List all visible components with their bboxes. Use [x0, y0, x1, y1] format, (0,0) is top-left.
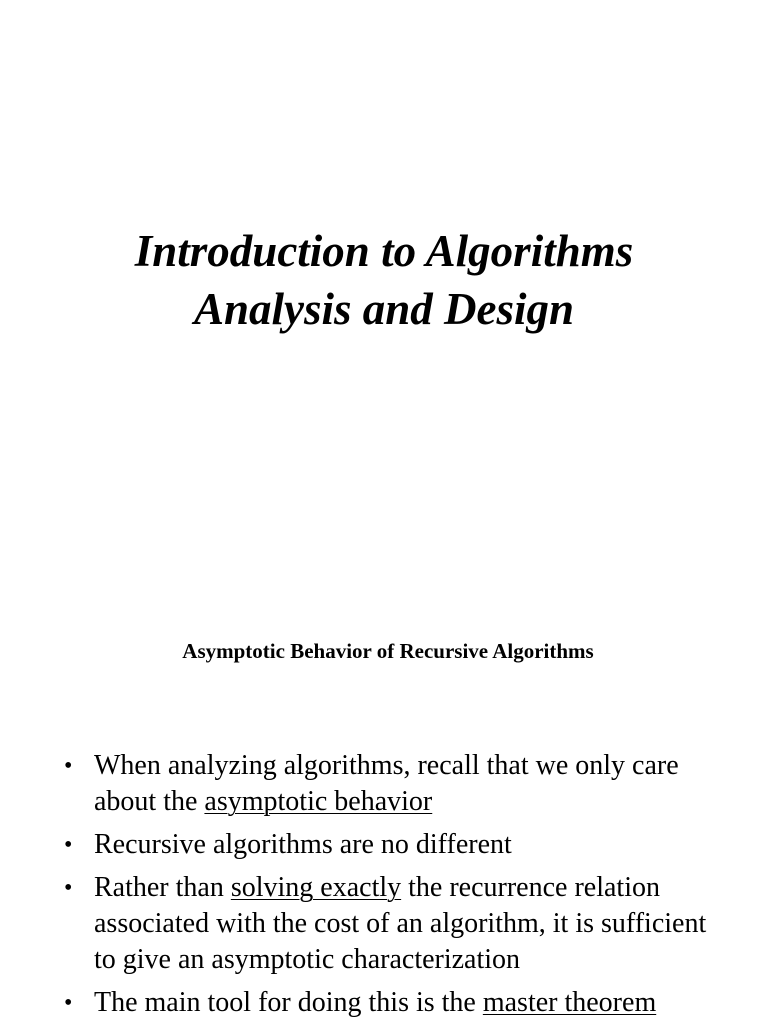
bullet-text-after: the recurrence relation associated with the cost of an algorithm, it is sufficient to give an asymptotic characterization — [94, 872, 707, 975]
underlined-term: asymptotic behavior — [204, 786, 433, 817]
bullet-text: The main tool for doing this is the — [94, 987, 483, 1018]
title-line-2: Analysis and Design — [193, 284, 575, 334]
bullet-list — [62, 748, 722, 1028]
bullet-icon: • — [64, 990, 73, 1016]
underlined-term: master theorem — [482, 987, 657, 1018]
bullet-text: Rather than — [94, 872, 231, 903]
list-item — [62, 827, 722, 863]
underlined-term: solving exactly — [230, 872, 402, 903]
title-line-1: Introduction to Algorithms — [134, 226, 634, 276]
list-item — [62, 870, 722, 978]
bullet-text: Recursive algorithms are no different — [94, 829, 512, 860]
list-item — [62, 985, 722, 1021]
section-heading: Asymptotic Behavior of Recursive Algorithms — [182, 639, 594, 663]
bullet-icon: • — [64, 753, 73, 779]
bullet-icon: • — [64, 875, 73, 901]
list-item — [62, 748, 722, 820]
slide-title — [0, 222, 768, 338]
bullet-text: When analyzing algorithms, recall that we only care about the — [94, 750, 679, 817]
bullet-icon: • — [64, 832, 73, 858]
